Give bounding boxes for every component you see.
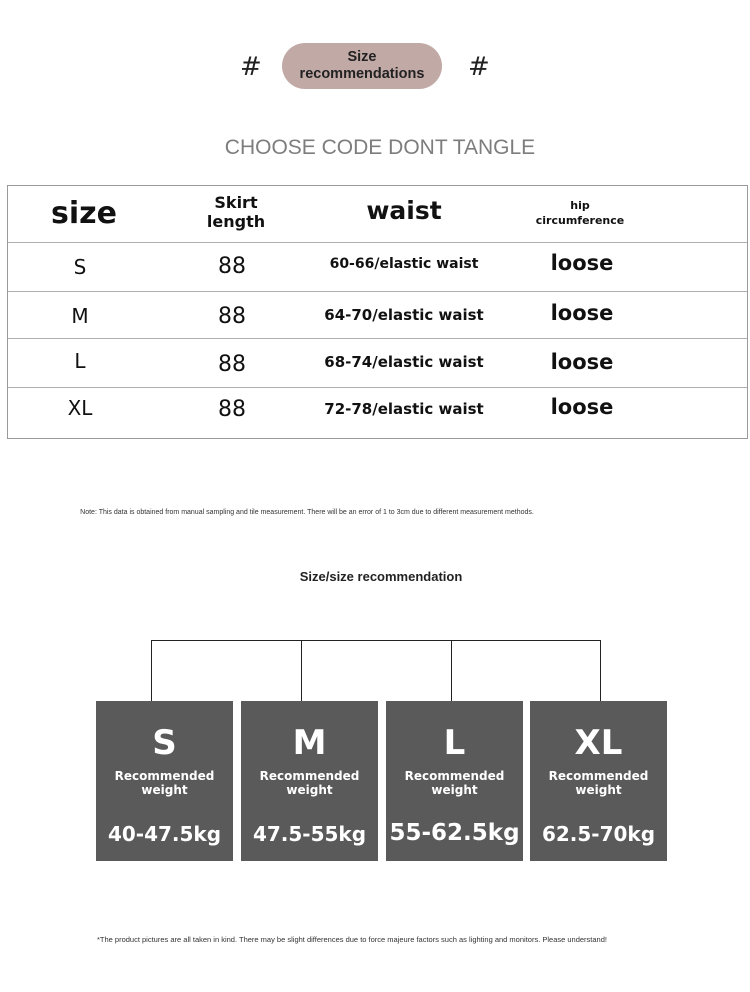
card-weight-range: 62.5-70kg: [541, 822, 656, 846]
card-label-line-1: Recommended: [404, 769, 505, 783]
row-waist: 68-74/elastic waist: [324, 353, 484, 371]
header-length-line-1: Skirt: [214, 193, 258, 212]
badge-line-2: recommendations: [299, 66, 425, 82]
connector-vertical: [451, 640, 452, 701]
row-waist: 64-70/elastic waist: [324, 306, 484, 324]
size-table: [7, 185, 748, 439]
row-size: M: [71, 304, 89, 328]
header-hip: [536, 198, 624, 228]
row-hip: loose: [550, 395, 614, 419]
row-length: 88: [218, 352, 246, 377]
table-row: [8, 243, 747, 291]
card-label-line-2: weight: [141, 783, 188, 797]
footer-disclaimer: *The product pictures are all taken in kind. There may be slight differences due to force majeure factors such as lighting and monitors. Please understand!: [96, 935, 607, 944]
table-row: [8, 388, 747, 438]
connector-vertical: [301, 640, 302, 701]
card-label-line-1: Recommended: [548, 769, 649, 783]
table-row: [8, 292, 747, 338]
card-label-line-1: Recommended: [259, 769, 360, 783]
header-waist: waist: [366, 196, 442, 225]
card-label-line-2: weight: [286, 783, 333, 797]
row-length: 88: [218, 254, 246, 279]
size-card-l: [386, 701, 523, 861]
page-subtitle: CHOOSE CODE DONT TANGLE: [224, 136, 536, 159]
card-label: [530, 769, 667, 797]
card-label: [96, 769, 233, 797]
row-hip: loose: [550, 350, 614, 374]
measurement-note: Note: This data is obtained from manual sampling and tile measurement. There will be an error of 1 to 3cm due to different measurement methods.: [80, 509, 534, 516]
header-skirt-length: [207, 193, 265, 231]
header-length-line-2: length: [206, 212, 266, 231]
card-weight-range: 40-47.5kg: [107, 822, 222, 846]
card-size: S: [152, 723, 177, 763]
connector-vertical: [600, 640, 601, 701]
card-weight-range: 47.5-55kg: [252, 822, 367, 846]
hash-left: #: [240, 52, 262, 82]
header-size: size: [51, 196, 117, 231]
header-hip-line-2: circumference: [535, 214, 625, 227]
size-card-m: [241, 701, 378, 861]
card-size: M: [292, 723, 327, 763]
table-row: [8, 339, 747, 387]
row-length: 88: [218, 304, 246, 329]
connector-horizontal: [151, 640, 601, 641]
size-card-xl: [530, 701, 667, 861]
size-card-s: [96, 701, 233, 861]
recommendation-title: Size/size recommendation: [299, 569, 463, 584]
badge-line-1: Size: [347, 49, 377, 65]
card-label: [386, 769, 523, 797]
card-size: XL: [574, 723, 623, 763]
row-size: S: [73, 255, 87, 279]
card-label-line-2: weight: [575, 783, 622, 797]
row-hip: loose: [550, 251, 614, 275]
card-weight-range: 55-62.5kg: [389, 820, 520, 846]
row-waist: 72-78/elastic waist: [324, 400, 484, 418]
header-hip-line-1: hip: [570, 199, 590, 212]
hash-right: #: [468, 52, 490, 82]
row-hip: loose: [550, 301, 614, 325]
card-size: L: [443, 723, 466, 763]
row-size: XL: [67, 396, 93, 420]
row-waist: 60-66/elastic waist: [329, 256, 479, 272]
connector-vertical: [151, 640, 152, 701]
row-length: 88: [218, 397, 246, 422]
card-label-line-1: Recommended: [114, 769, 215, 783]
row-size: L: [74, 349, 86, 373]
size-recommendations-badge: [282, 43, 442, 89]
card-label: [241, 769, 378, 797]
table-header-row: [8, 186, 747, 242]
card-label-line-2: weight: [431, 783, 478, 797]
